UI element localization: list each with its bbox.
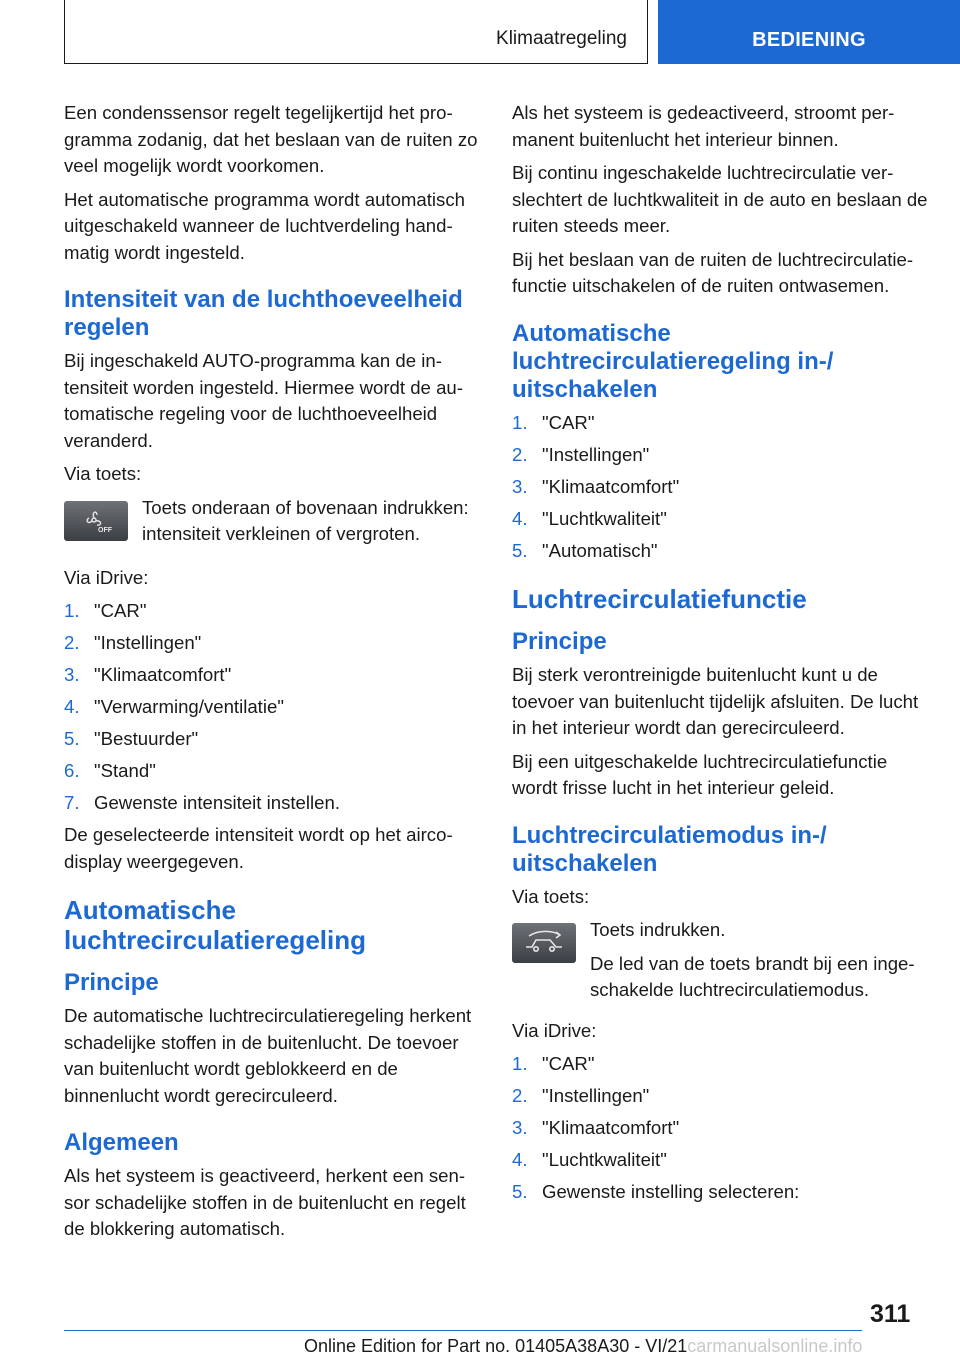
key-instruction — [64, 495, 482, 551]
heading-principe: Principe — [64, 969, 159, 996]
via-idrive-label: Via iDrive: — [512, 1019, 597, 1041]
list-item: 3. "Klimaatcomfort" — [512, 1117, 680, 1138]
list-item: 4. "Verwarming/ventilatie" — [64, 696, 284, 717]
footer-divider — [64, 1330, 862, 1331]
heading-recirculation-function: Luchtrecirculatiefunctie — [512, 584, 807, 614]
heading-auto-recirculation: Automatische luchtrecirculatieregeling — [64, 895, 366, 955]
watermark-site: carmanualsonline.info — [687, 1336, 863, 1356]
footer-edition — [304, 1336, 862, 1357]
recirculation-key-icon — [512, 923, 576, 963]
list-item: 6. "Stand" — [64, 760, 156, 781]
paragraph: Bij sterk verontreinigde buitenlucht kunt u de toevoer van buitenlucht tijdelijk afsluiten. De lucht in het interieur wordt dan gerecirculeerd. — [512, 664, 919, 738]
list-item: 1. "CAR" — [64, 600, 147, 621]
paragraph: Als het systeem is gedeactiveerd, stroomt permanent buitenlucht het interieur binnen. — [512, 102, 895, 150]
list-item: 3. "Klimaatcomfort" — [64, 664, 232, 685]
chapter-tab — [658, 0, 960, 64]
via-key-label: Via toets: — [64, 463, 142, 484]
list-item: 5. "Automatisch" — [512, 539, 658, 561]
list-item: 2. "Instellingen" — [64, 632, 202, 653]
chapter-title: BEDIENING — [752, 29, 866, 51]
heading-recirculation-mode: Luchtrecirculatiemodus in-/ uitschakelen — [512, 821, 827, 877]
idrive-steps-list — [512, 410, 930, 565]
fan-off-key-icon — [64, 501, 128, 541]
paragraph: Bij een uitgeschakelde luchtrecirculatiefunctie wordt frisse lucht in het interieur geleid. — [512, 750, 888, 798]
list-item: 1. "CAR" — [512, 1053, 595, 1074]
heading-algemeen: Algemeen — [64, 1129, 179, 1156]
paragraph: Bij continu ingeschakelde luchtrecirculatie verslechtert de luchtkwaliteit in de auto en beslaan de ruiten steeds meer. — [512, 162, 928, 236]
heading-principe: Principe — [512, 628, 607, 655]
list-item: 4. "Luchtkwaliteit" — [512, 1149, 667, 1170]
paragraph: De automatische luchtrecirculatieregeling herkent schadelijke stoffen in de buitenlucht. De toevoer van buitenlucht wordt geblokkeerd en de binnenlucht wordt gerecirculeerd. — [64, 1005, 472, 1106]
list-item: 2. "Instellingen" — [512, 1085, 650, 1106]
list-item: 5. "Bestuurder" — [64, 728, 199, 749]
page-number: 311 — [870, 1300, 911, 1328]
idrive-steps-list — [512, 1051, 930, 1206]
paragraph: Bij ingeschakeld AUTO-programma kan de intensiteit worden ingesteld. Hiermee wordt de automatische regeling voor de luchthoeveelheid veranderd. — [64, 350, 463, 451]
idrive-steps-list — [64, 598, 482, 817]
list-item: 4. "Luchtkwaliteit" — [512, 507, 667, 529]
paragraph: Een condenssensor regelt tegelijkertijd het programma zodanig, dat het beslaan van de ruiten zo veel mogelijk wordt voorkomen. — [64, 102, 478, 176]
key-text: Toets onderaan of bovenaan indrukken: intensiteit verkleinen of vergroten. — [142, 496, 469, 544]
paragraph: Bij het beslaan van de ruiten de luchtrecirculatiefunctie uitschakelen of de ruiten ontwasemen. — [512, 248, 914, 296]
svg-text:OFF: OFF — [98, 526, 112, 534]
paragraph: Als het systeem is geactiveerd, herkent een sensor schadelijke stoffen in de buitenlucht en regelt de blokkering automatisch. — [64, 1165, 466, 1239]
list-item: 7. Gewenste intensiteit instellen. — [64, 792, 340, 813]
key-text: Toets indrukken. — [590, 919, 726, 940]
list-item: 2. "Instellingen" — [512, 443, 650, 465]
key-led-text: De led van de toets brandt bij een ingeschakelde luchtrecirculatiemodus. — [590, 952, 915, 1000]
via-key-label: Via toets: — [512, 885, 590, 907]
key-instruction — [512, 917, 930, 1004]
heading-intensity: Intensiteit van de luchthoeveelheid regelen — [64, 286, 463, 341]
section-title: Klimaatregeling — [496, 28, 627, 49]
header-frame — [64, 0, 648, 64]
edition-text: Online Edition for Part no. 01405A38A30 - VI/21 — [304, 1336, 688, 1356]
via-idrive-label: Via iDrive: — [64, 566, 149, 588]
list-item: 5. Gewenste instelling selecteren: — [512, 1181, 800, 1202]
list-item: 1. "CAR" — [512, 411, 595, 433]
paragraph: Het automatische programma wordt automatisch uitgeschakeld wanneer de luchtverdeling handmatig wordt ingesteld. — [64, 188, 465, 263]
paragraph: De geselecteerde intensiteit wordt op het aircodisplay weergegeven. — [64, 824, 453, 872]
heading-auto-toggle: Automatische luchtrecirculatieregeling in-/ uitschakelen — [512, 319, 834, 403]
right-column — [512, 100, 930, 1211]
left-column — [64, 100, 482, 1250]
list-item: 3. "Klimaatcomfort" — [512, 475, 680, 497]
